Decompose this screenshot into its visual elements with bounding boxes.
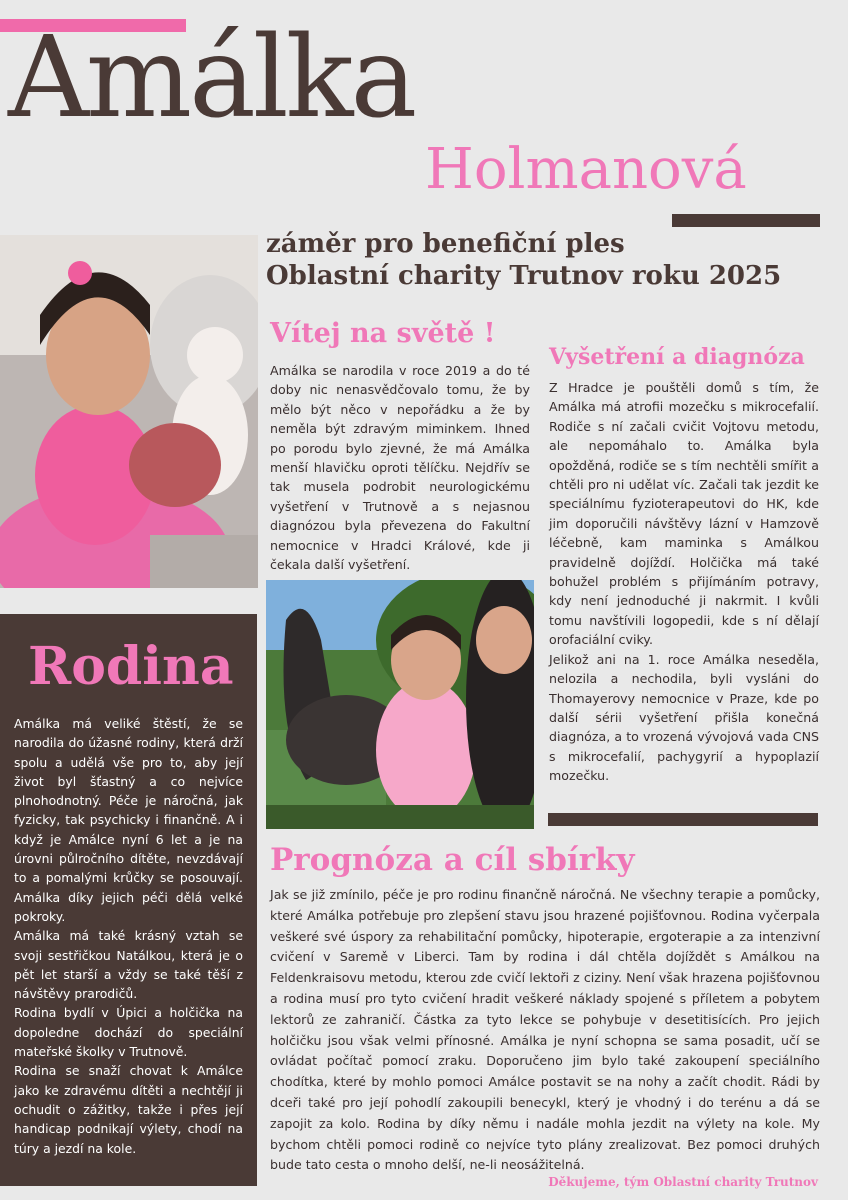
subtitle-line-2: Oblastní charity Trutnov roku 2025 [266,261,782,291]
divider-brown-bar [548,813,818,826]
page-title: Amálka [8,13,415,143]
heading-rodina: Rodina [28,636,234,697]
text-rodina-p2: Amálka má také krásný vztah se svoji sestřičkou Natálkou, která je o pět let starší a vždy se také těší z návštěvy prarodičů. [14,928,243,1002]
heading-prognoza: Prognóza a cíl sbírky [270,842,635,878]
photo-girl-animal [266,580,534,829]
text-rodina [14,714,243,1158]
text-rodina-p3: Rodina bydlí v Úpici a holčička na dopoledne dochází do speciální mateřské školky v Trutnově. [14,1005,243,1060]
page-subtitle [266,228,781,292]
subtitle-line-1: záměr pro benefiční ples [266,229,625,259]
text-vitej: Amálka se narodila v roce 2019 a do té doby nic nenasvědčovalo tomu, že by mělo být něco v nepořádku a že by neměla být zdravým miminkem. Ihned po porodu bylo zjevné, že má Amálka menší hlavičku oproti tělíčku. Nejdřív se tak musela podrobit neurologickému vyšetření v Trutnově a s nejasnou diagnózou byla převezena do Fakultní nemocnice v Hradci Králové, kde ji čekala další vyšetření. [270,363,530,573]
heading-vitej: Vítej na světě ! [270,318,496,349]
page-surname: Holmanová [425,137,747,202]
photo-girl-sofa [0,235,258,588]
text-rodina-p1: Amálka má veliké štěstí, že se narodila do úžasné rodiny, která drží spolu a udělá vše pro to, aby její život byl šťastný a co nejvíce plnohodnotný. Péče je náročná, jak fyzicky, tak psychicky i finančně. A i když je Amálce nyní 6 let a je na úrovni půlročního dítěte, nevzdávají to a pomalými krůčky se posouvají. Amálka díky jejich péči dělá velké pokroky. [14,716,243,924]
heading-vysetreni: Vyšetření a diagnóza [549,344,805,370]
text-vysetreni [549,378,819,786]
photo-girl-sofa-image [0,235,258,588]
text-vysetreni-p2: Jelikož ani na 1. roce Amálka neseděla, nelozila a nechodila, byli vysláni do Thomayerovy nemocnice v Praze, kde po další sérii vyšetření přišla konečná diagnóza, a to vrozená vývojová vada CNS s mikrocefalií, pachygyrií a hypoplazií mozečku. [549,651,819,784]
rodina-panel [0,614,257,1186]
text-vysetreni-p1: Z Hradce je pouštěli domů s tím, že Amálka má atrofii mozečku s mikrocefalií. Rodiče s ní začali cvičit Vojtovu metodu, ale nepomáhalo to. Amálka byla opožděná, rodiče se s tím nechtěli smířit a chtěli pro ni udělat víc. Začali tak jezdit ke speciálnímu fyzioterapeutovi do HK, kde jim doporučili návštěvy lázní v Hamzově léčebně, kam maminka s Amálkou pravidelně dojíždí. Holčička má také bohužel problém s přijímáním potravy, kdy není jednoduché ji nakrmit. I kvůli tomu navštívili logopedii, kde s ní dělají orofaciální cviky. [549,380,819,648]
footer-thanks: Děkujeme, tým Oblastní charity Trutnov [548,1175,818,1189]
header-brown-bar [672,214,820,227]
text-prognoza: Jak se již zmínilo, péče je pro rodinu finančně náročná. Ne všechny terapie a pomůcky, které Amálka potřebuje pro zlepšení stavu jsou hrazené pojišťovnou. Rodina vyčerpala veškeré své úspory za rehabilitační pomůcky, hipoterapie, ergoterapie a za intenzivní cvičení v Saremě v Liberci. Tam by rodina i dál chtěla dojíždět s Amálkou na Feldenkraisovu metodu, kterou zde cvičí lektoři z ciziny. Není však hrazena pojišťovnou a rodina musí pro tyto cvičení hradit veškeré náklady spojené s příletem a pobytem lektorů ze zahraničí. Částka za tyto lekce se pohybuje v desetitisících. Pro jejich holčičku jsou však velmi přínosné. Amálka je nyní schopna se sama posadit, učí se ovládat počítač pomocí zraku. Doporučeno jim bylo také zakoupení speciálního chodítka, které by mohlo pomoci Amálce postavit se na nohy a začít chodit. Rádi by dceři také pro její pohodlí zakoupili benecykl, který je vhodný i do terénu a dá se zapojit za kolo. Rodina by díky němu i nadále mohla jezdit na výlety na kole. My bychom chtěli pomoci rodině co nejvíce tyto plány zrealizovat. Bez pomoci druhých bude tato cesta o mnoho delší, ne-li neosážitelná. [270,887,820,1173]
photo-girl-animal-image [266,580,534,829]
text-rodina-p4: Rodina se snaží chovat k Amálce jako ke zdravému dítěti a nechtějí ji ochudit o zážitky, takže i přes její handicap podnikají výlety, chodí na túry a jezdí na kole. [14,1063,243,1156]
